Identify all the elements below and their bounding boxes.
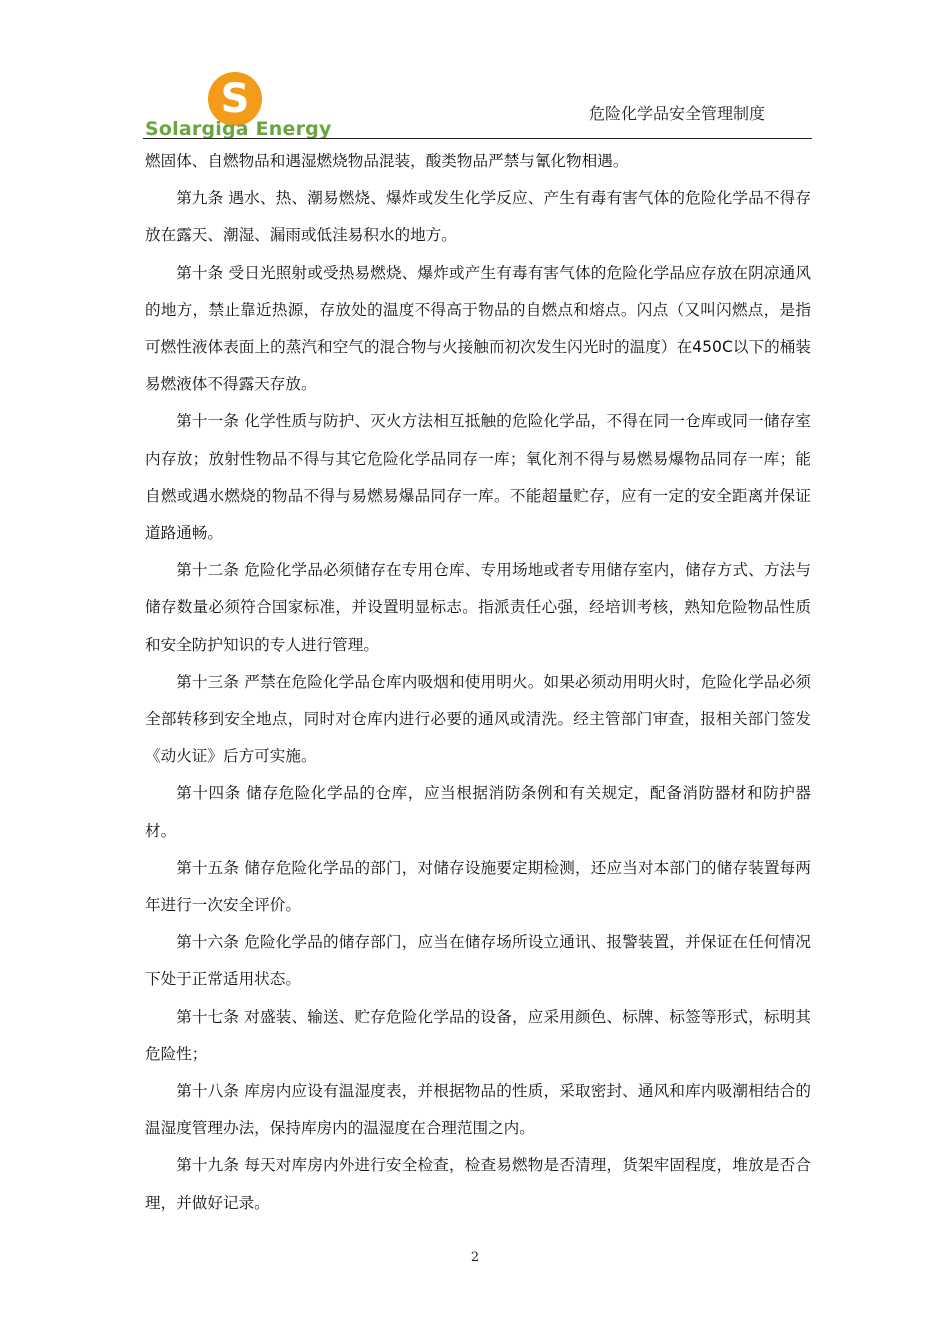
article-9: 第九条 遇水、热、潮易燃烧、爆炸或发生化学反应、产生有毒有害气体的危险化学品不得存放在露天、潮湿、漏雨或低洼易积水的地方。 (145, 189, 811, 245)
paragraph-continuation: 燃固体、自燃物品和遇湿燃烧物品混装，酸类物品严禁与氰化物相遇。 (145, 152, 629, 170)
page-header (0, 0, 950, 145)
document-title: 危险化学品安全管理制度 (588, 104, 765, 123)
logo-wordmark: Solargiga Energy (145, 118, 332, 140)
document-body (145, 143, 811, 1222)
company-logo (145, 70, 330, 144)
article-13: 第十三条 严禁在危险化学品仓库内吸烟和使用明火。如果必须动用明火时，危险化学品必须全部转移到安全地点，同时对仓库内进行必要的通风或清洗。经主管部门审查，报相关部门签发《动火证》后方可实施。 (145, 672, 811, 766)
article-10: 第十条 受日光照射或受热易燃烧、爆炸或产生有毒有害气体的危险化学品应存放在阴凉通风的地方，禁止靠近热源，存放处的温度不得高于物品的自燃点和熔点。闪点（又叫闪燃点，是指可燃性液体表面上的蒸汽和空气的混合物与火接触而初次发生闪光时的温度）在450C以下的桶装易燃液体不得露天存放。 (145, 263, 811, 394)
logo-letter: S (220, 76, 250, 122)
article-16: 第十六条 危险化学品的储存部门，应当在储存场所设立通讯、报警装置，并保证在任何情况下处于正常适用状态。 (145, 933, 811, 989)
article-19: 第十九条 每天对库房内外进行安全检查，检查易燃物是否清理，货架牢固程度，堆放是否合理，并做好记录。 (145, 1156, 811, 1212)
article-17: 第十七条 对盛装、输送、贮存危险化学品的设备，应采用颜色、标牌、标签等形式，标明其危险性； (145, 1007, 811, 1063)
header-divider (143, 138, 812, 139)
article-14: 第十四条 储存危险化学品的仓库，应当根据消防条例和有关规定，配备消防器材和防护器材。 (145, 784, 811, 840)
article-11: 第十一条 化学性质与防护、灭火方法相互抵触的危险化学品，不得在同一仓库或同一储存室内存放；放射性物品不得与其它危险化学品同存一库；氧化剂不得与易燃易爆物品同存一库；能自燃或遇水燃烧的物品不得与易燃易爆品同存一库。不能超量贮存，应有一定的安全距离并保证道路通畅。 (145, 412, 811, 543)
article-12: 第十二条 危险化学品必须储存在专用仓库、专用场地或者专用储存室内，储存方式、方法与储存数量必须符合国家标准，并设置明显标志。指派责任心强，经培训考核，熟知危险物品性质和安全防护知识的专人进行管理。 (145, 561, 811, 654)
article-18: 第十八条 库房内应设有温湿度表，并根据物品的性质，采取密封、通风和库内吸潮相结合的温湿度管理办法，保持库房内的温湿度在合理范围之内。 (145, 1082, 811, 1138)
article-15: 第十五条 储存危险化学品的部门，对储存设施要定期检测，还应当对本部门的储存装置每两年进行一次安全评价。 (145, 858, 811, 915)
page-number: 2 (470, 1250, 480, 1265)
